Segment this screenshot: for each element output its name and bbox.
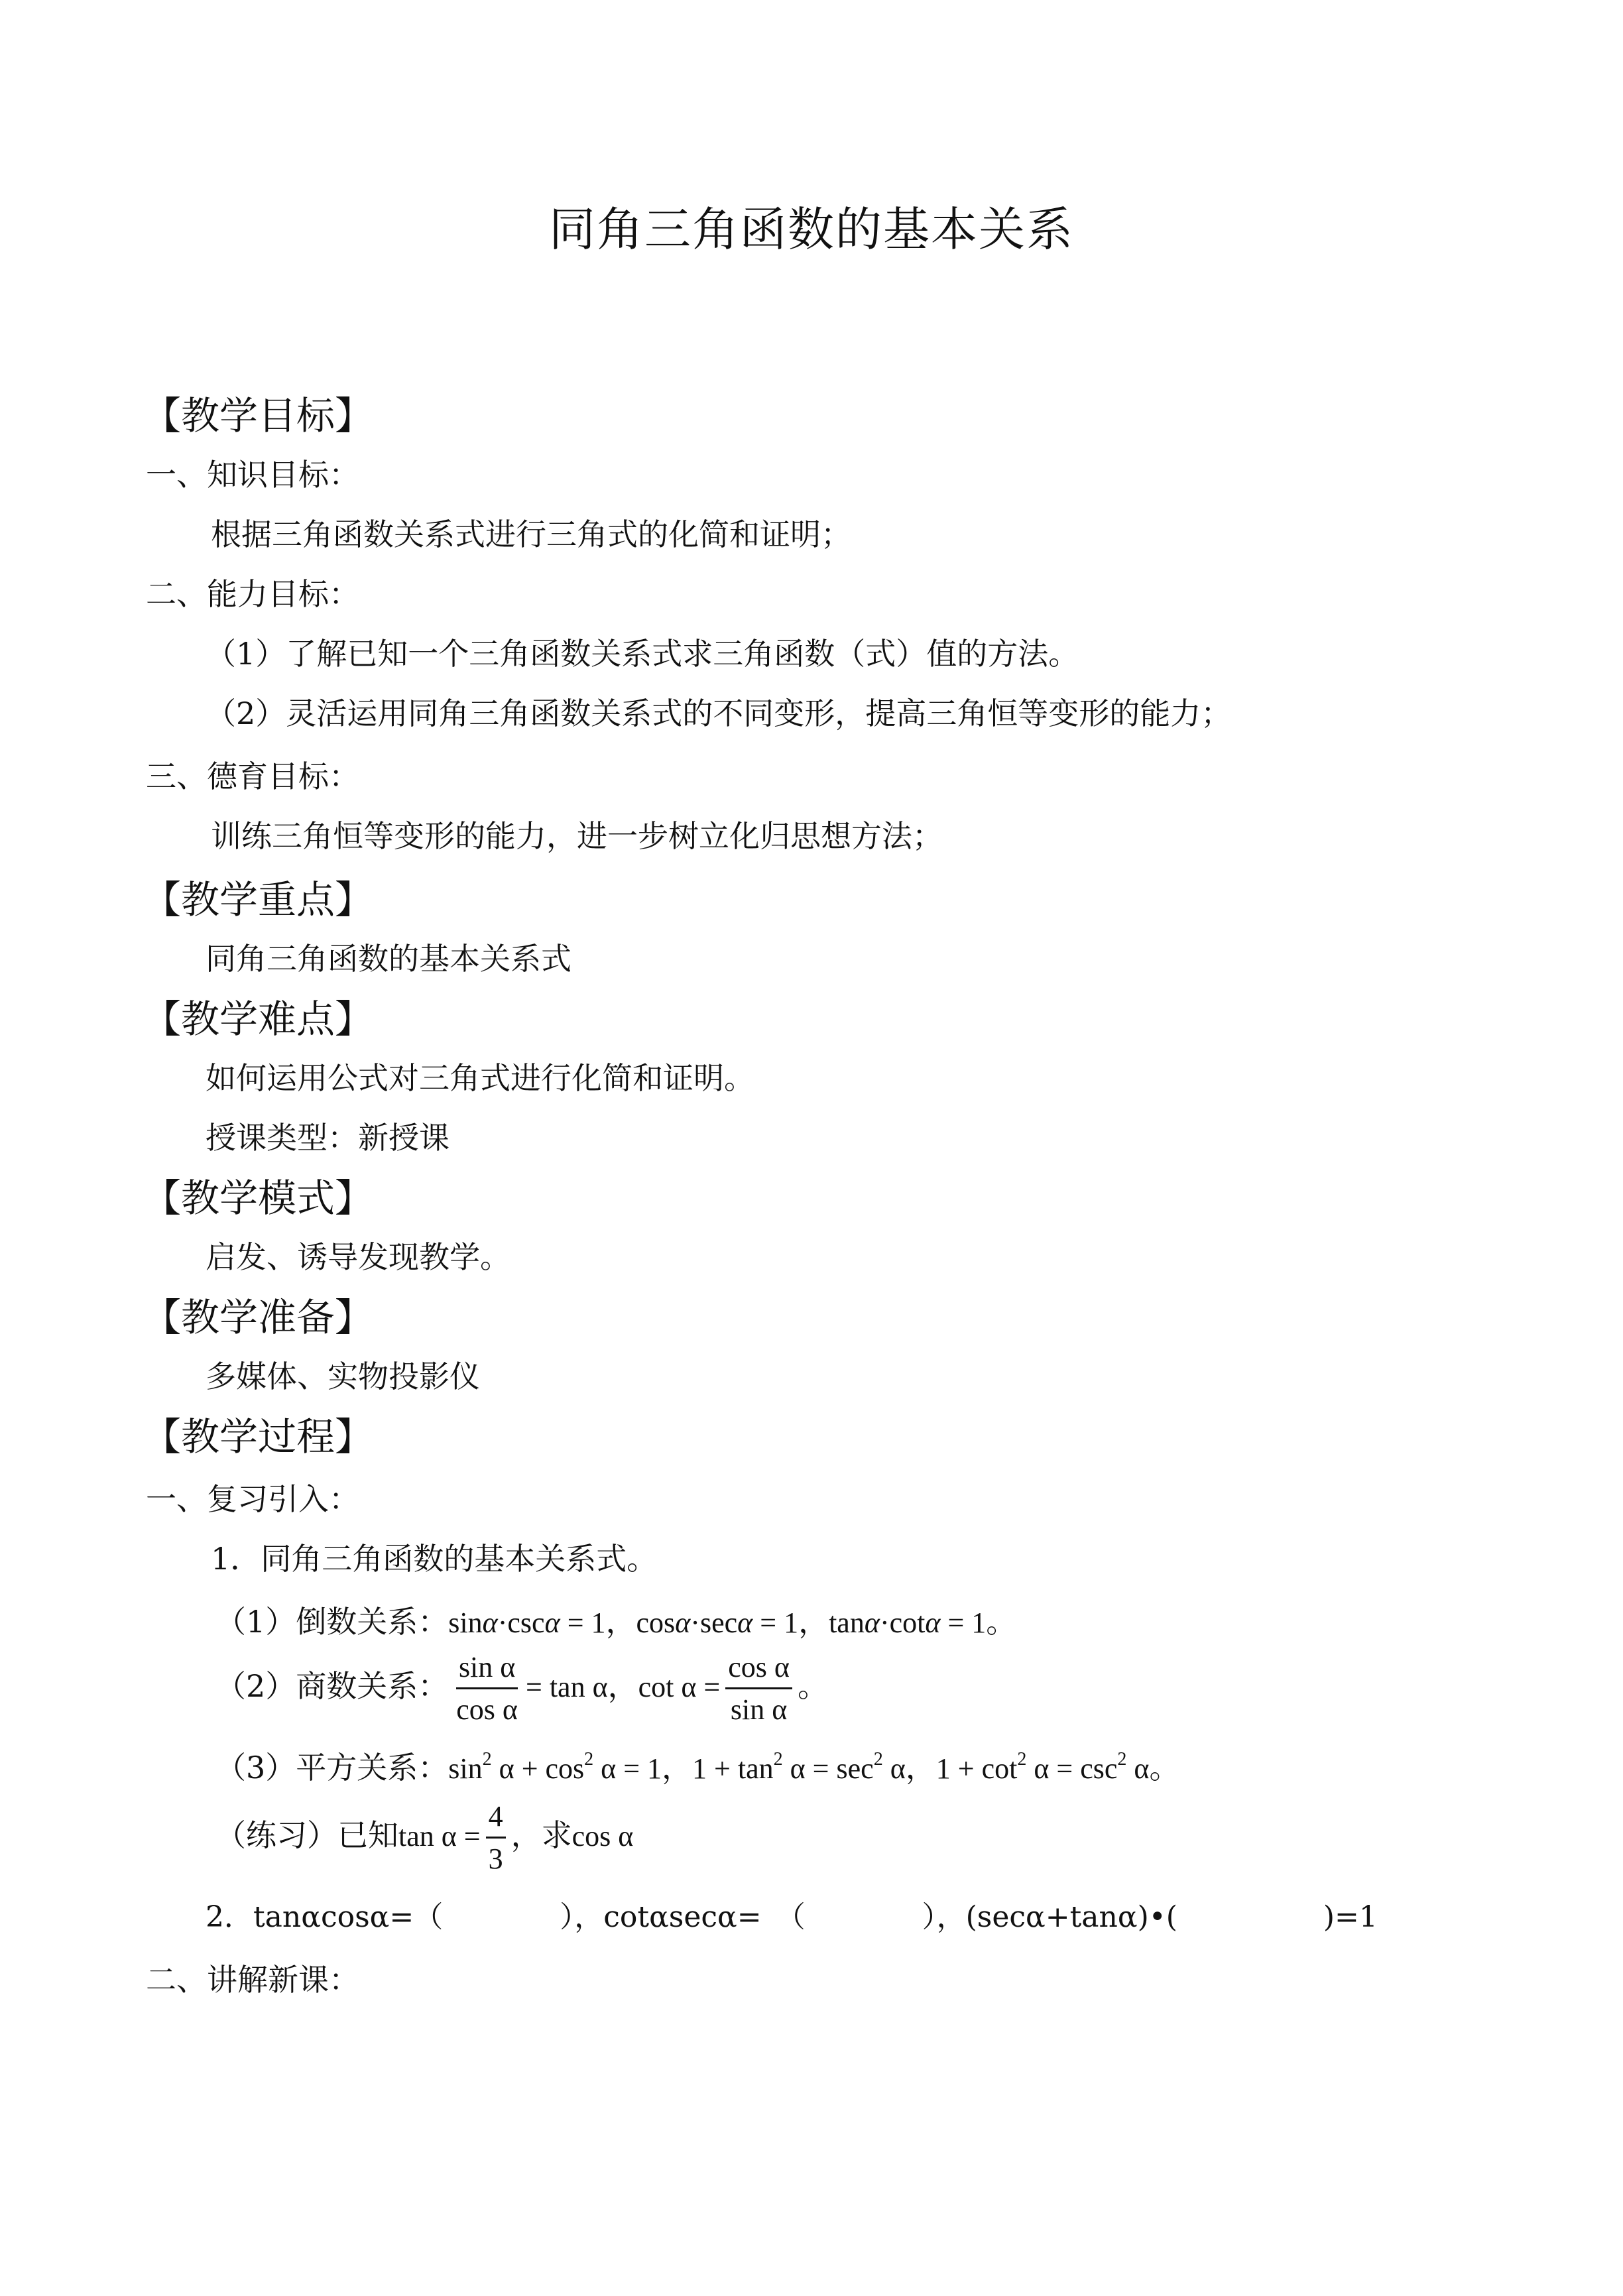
key-points-text: 同角三角函数的基本关系式 <box>206 941 571 977</box>
reciprocal-formula-3: tanα·cotα = 1 <box>829 1606 987 1639</box>
square-relations: （3）平方关系：$\sin^2 \alpha + \cos^2 \alpha = 1$，$1 + \tan^2 \alpha = \sec^2 \alpha$，$1 + \cot^2 \alpha = \csc^2 \alpha$。 <box>215 1749 1180 1785</box>
fraction-sin-over-cos: $\frac{\text{sin α}}{\text{cos α}}$ <box>456 1651 518 1726</box>
section-process: 【教学过程】 <box>143 1414 374 1459</box>
ability-item-1: （1）了解已知一个三角函数关系式求三角函数（式）值的方法。 <box>206 636 1079 672</box>
section-preparation: 【教学准备】 <box>143 1295 374 1340</box>
difficulties-text: 如何运用公式对三角式进行化简和证明。 <box>206 1060 754 1096</box>
new-lesson-heading: 二、讲解新课： <box>146 1962 359 1998</box>
review-heading: 一、复习引入： <box>146 1481 359 1517</box>
section-difficulties: 【教学难点】 <box>143 997 374 1042</box>
moral-heading: 三、德育目标： <box>146 758 359 794</box>
section-mode: 【教学模式】 <box>143 1176 374 1221</box>
process-item-2: 2．tanαcosα=（ ），cotαsecα= （ ），(secα+tanα)•( )=1 <box>206 1900 1378 1934</box>
square-formula-1: $\sin^2 \alpha + \cos^2 \alpha = 1$ <box>448 1749 662 1785</box>
knowledge-text: 根据三角函数关系式进行三角式的化简和证明； <box>211 516 851 552</box>
knowledge-heading: 一、知识目标： <box>146 457 359 493</box>
lesson-type: 授课类型：新授课 <box>206 1120 450 1156</box>
fraction-cos-over-sin: $\frac{\text{cos α}}{\text{sin α}}$ <box>725 1651 792 1726</box>
square-label: （3）平方关系： <box>215 1750 449 1785</box>
square-formula-3: $1 + \cot^2 \alpha = \csc^2 \alpha$ <box>935 1749 1150 1785</box>
preparation-text: 多媒体、实物投影仪 <box>206 1359 480 1394</box>
process-item-1: 1．同角三角函数的基本关系式。 <box>211 1541 658 1577</box>
ability-heading: 二、能力目标： <box>146 576 359 612</box>
mode-text: 启发、诱导发现教学。 <box>206 1239 511 1275</box>
reciprocal-formula-1: sinα·cscα = 1 <box>448 1606 606 1639</box>
reciprocal-label: （1）倒数关系： <box>215 1604 449 1640</box>
fraction-four-thirds: $\frac{4}{3}$ <box>486 1800 506 1876</box>
quotient-relations: （2）商数关系： $\frac{\text{sin α}}{\text{cos α}}$ = tan α，cot α = $\frac{\text{cos α}}{\text{sin α}}$ 。 <box>215 1651 828 1726</box>
ability-item-2: （2）灵活运用同角三角函数关系式的不同变形，提高三角恒等变形的能力； <box>206 695 1232 731</box>
quotient-label: （2）商数关系： <box>215 1668 449 1705</box>
square-formula-2: $1 + \tan^2 \alpha = \sec^2 \alpha$ <box>692 1749 906 1785</box>
section-key-points: 【教学重点】 <box>143 877 374 922</box>
moral-text: 训练三角恒等变形的能力，进一步树立化归思想方法； <box>211 818 943 854</box>
section-objectives: 【教学目标】 <box>143 393 374 438</box>
reciprocal-relations: （1）倒数关系：sinα·cscα = 1，cosα·secα = 1，tanα·cotα = 1。 <box>215 1604 1017 1640</box>
reciprocal-formula-2: cosα·secα = 1 <box>636 1606 799 1639</box>
exercise-label: （练习）已知 <box>215 1817 398 1854</box>
page-title: 同角三角函数的基本关系 <box>549 202 1074 257</box>
exercise: （练习）已知tan α = $\frac{4}{3}$ ，求cos α <box>215 1800 634 1875</box>
